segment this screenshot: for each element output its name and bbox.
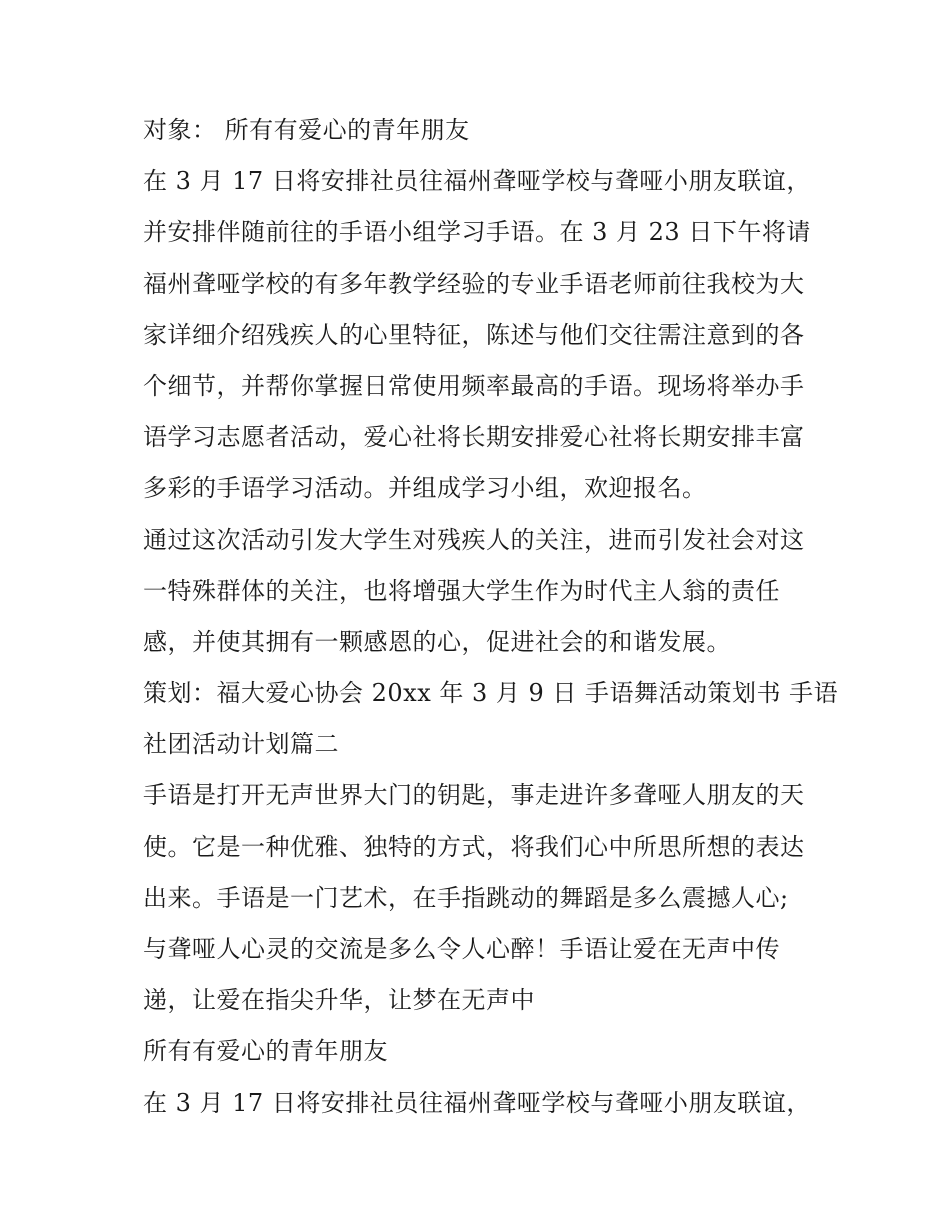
text-line: 通过这次活动引发大学生对残疾人的关注，进而引发社会对这	[143, 525, 805, 554]
text-line: 感，并使其拥有一颗感恩的心，促进社会的和谐发展。	[143, 627, 731, 656]
text-line: 在 3 月 17 日将安排社员往福州聋哑学校与聋哑小朋友联谊，	[143, 167, 811, 196]
text-line: 使。它是一种优雅、独特的方式，将我们心中所思所想的表达	[143, 832, 805, 861]
text-line: 递，让爱在指尖升华，让梦在无声中	[143, 986, 535, 1015]
text-line: 多彩的手语学习活动。并组成学习小组，欢迎报名。	[143, 474, 707, 503]
text-line: 对象： 所有有爱心的青年朋友	[143, 116, 470, 144]
text-line: 手语是打开无声世界大门的钥匙，事走进许多聋哑人朋友的天	[143, 781, 805, 810]
text-line: 并安排伴随前往的手语小组学习手语。在 3 月 23 日下午将请	[143, 218, 811, 247]
text-line: 社团活动计划篇二	[143, 730, 339, 759]
text-line: 在 3 月 17 日将安排社员往福州聋哑学校与聋哑小朋友联谊，	[143, 1088, 811, 1117]
text-line: 与聋哑人心灵的交流是多么令人心醉！手语让爱在无声中传	[143, 935, 780, 963]
text-line: 福州聋哑学校的有多年教学经验的专业手语老师前往我校为大	[143, 269, 805, 298]
document-body	[143, 105, 839, 1129]
text-line: 个细节，并帮你掌握日常使用频率最高的手语。现场将举办手	[143, 371, 805, 400]
text-line: 出来。手语是一门艺术，在手指跳动的舞蹈是多么震撼人心;	[143, 883, 789, 912]
text-line: 策划：福大爱心协会 20xx 年 3 月 9 日 手语舞活动策划书 手语	[143, 679, 839, 708]
text-line: 家详细介绍残疾人的心里特征，陈述与他们交往需注意到的各	[143, 320, 805, 349]
text-line: 一特殊群体的关注，也将增强大学生作为时代主人翁的责任	[143, 576, 780, 605]
text-line: 语学习志愿者活动，爱心社将长期安排爱心社将长期安排丰富	[143, 423, 805, 452]
text-line: 所有有爱心的青年朋友	[143, 1037, 388, 1066]
